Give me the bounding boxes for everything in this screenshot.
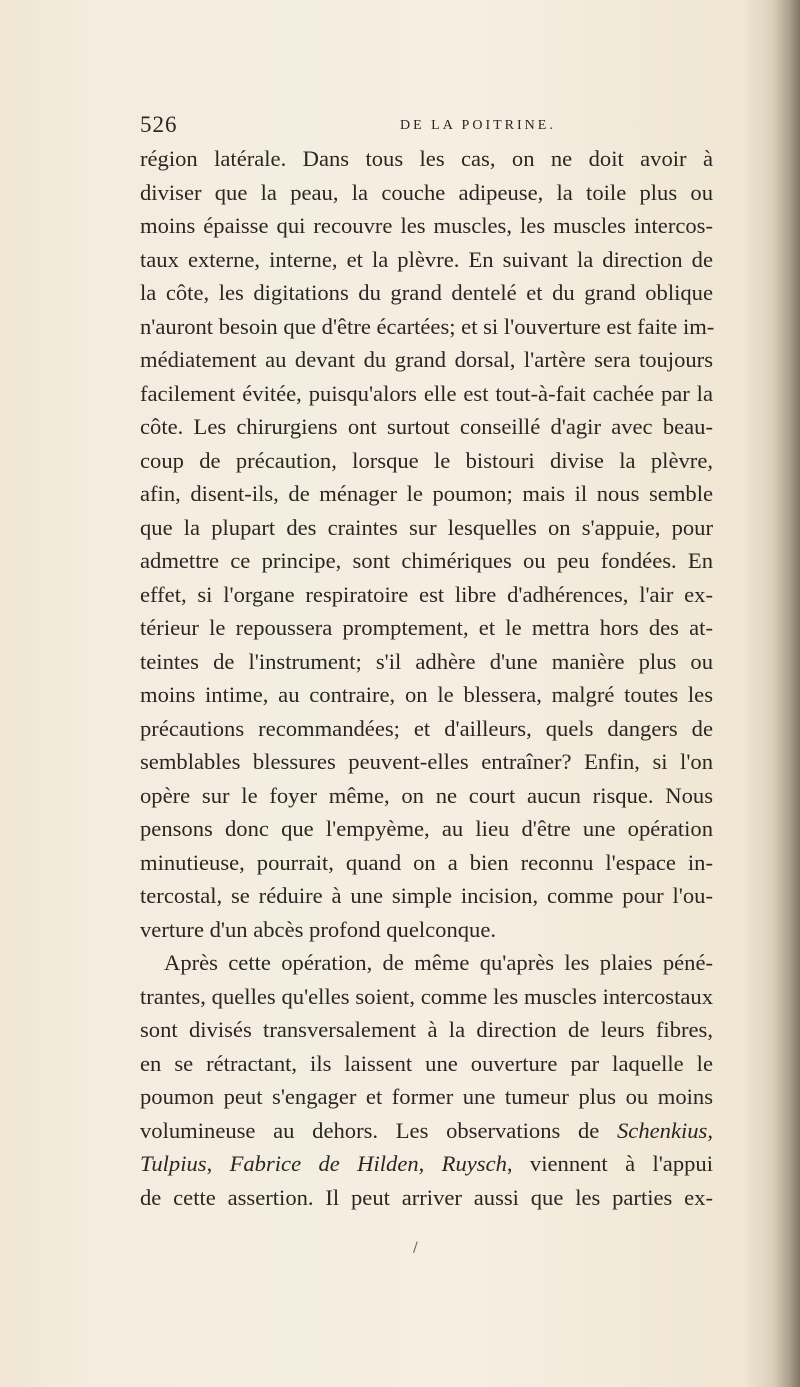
text-line: pensons donc que l'empyème, au lieu d'être une opération: [140, 816, 713, 841]
text-line: minutieuse, pourrait, quand on a bien reconnu l'espace in-: [140, 849, 713, 875]
text-line: de cette assertion. Il peut arriver aussi que les parties ex-: [140, 1184, 713, 1210]
text-line: tercostal, se réduire à une simple incision, comme pour l'ou-: [140, 883, 713, 908]
text-line-with-citations: [140, 1147, 713, 1181]
body-text: [140, 142, 713, 1214]
page-edge-shadow: [772, 0, 800, 1387]
text-line: diviser que la peau, la couche adipeuse, la toile plus ou: [140, 179, 713, 205]
text-line: moins intime, au contraire, on le blessera, malgré toutes les: [140, 682, 713, 707]
citation-name: Ruysch: [441, 1151, 507, 1176]
text-segment: ,: [206, 1151, 230, 1176]
text-line: teintes de l'instrument; s'il adhère d'une manière plus ou: [140, 648, 713, 674]
citation-name: Schenkius,: [617, 1117, 713, 1143]
text-line: térieur le repoussera promptement, et le mettra hors des at-: [140, 615, 713, 640]
text-segment: , viennent à l'appui: [506, 1151, 714, 1176]
text-line: coup de précaution, lorsque le bistouri divise la plèvre,: [140, 447, 713, 473]
text-line-with-citation: [140, 1114, 713, 1148]
text-segment: ,: [418, 1151, 442, 1176]
text-line: Après cette opération, de même qu'après les plaies péné-: [164, 950, 713, 975]
text-line: précautions recommandées; et d'ailleurs, quels dangers de: [140, 715, 713, 741]
text-line: effet, si l'organe respiratoire est libre d'adhérences, l'air ex-: [140, 581, 713, 607]
text-line: semblables blessures peuvent-elles entraîner? Enfin, si l'on: [140, 749, 713, 774]
stray-ink-mark: /: [413, 1240, 418, 1256]
text-line: moins épaisse qui recouvre les muscles, les muscles intercos-: [140, 213, 713, 238]
text-line: taux externe, interne, et la plèvre. En suivant la direction de: [140, 246, 713, 272]
citation-name: Fabrice de Hilden: [229, 1151, 419, 1176]
running-head: DE LA POITRINE.: [400, 118, 556, 133]
text-line: que la plupart des craintes sur lesquelles on s'appuie, pour: [140, 514, 713, 540]
text-line: admettre ce principe, sont chimériques ou peu fondées. En: [140, 548, 713, 573]
text-line: côte. Les chirurgiens ont surtout conseillé d'agir avec beau-: [140, 414, 713, 439]
text-line: la côte, les digitations du grand dentelé et du grand oblique: [140, 280, 713, 305]
text-line: poumon peut s'engager et former une tumeur plus ou moins: [140, 1084, 713, 1109]
text-line: sont divisés transversalement à la direction de leurs fibres,: [140, 1017, 713, 1042]
page-header: [140, 112, 660, 142]
text-line: médiatement au devant du grand dorsal, l'artère sera toujours: [140, 347, 713, 372]
text-line: facilement évitée, puisqu'alors elle est tout-à-fait cachée par la: [140, 380, 713, 406]
text-line: région latérale. Dans tous les cas, on ne doit avoir à: [140, 146, 713, 171]
text-line: trantes, quelles qu'elles soient, comme les muscles intercostaux: [140, 983, 713, 1009]
citation-name: Tulpius: [140, 1151, 207, 1176]
text-line: verture d'un abcès profond quelconque.: [140, 916, 497, 942]
page-number: 526: [140, 112, 178, 137]
text-segment: volumineuse au dehors. Les observations de: [140, 1117, 617, 1143]
text-line: opère sur le foyer même, on ne court aucun risque. Nous: [140, 782, 713, 808]
text-line: n'auront besoin que d'être écartées; et si l'ouverture est faite im-: [140, 313, 715, 339]
text-line: en se rétractant, ils laissent une ouverture par laquelle le: [140, 1050, 713, 1076]
text-line: afin, disent-ils, de ménager le poumon; mais il nous semble: [140, 481, 713, 506]
